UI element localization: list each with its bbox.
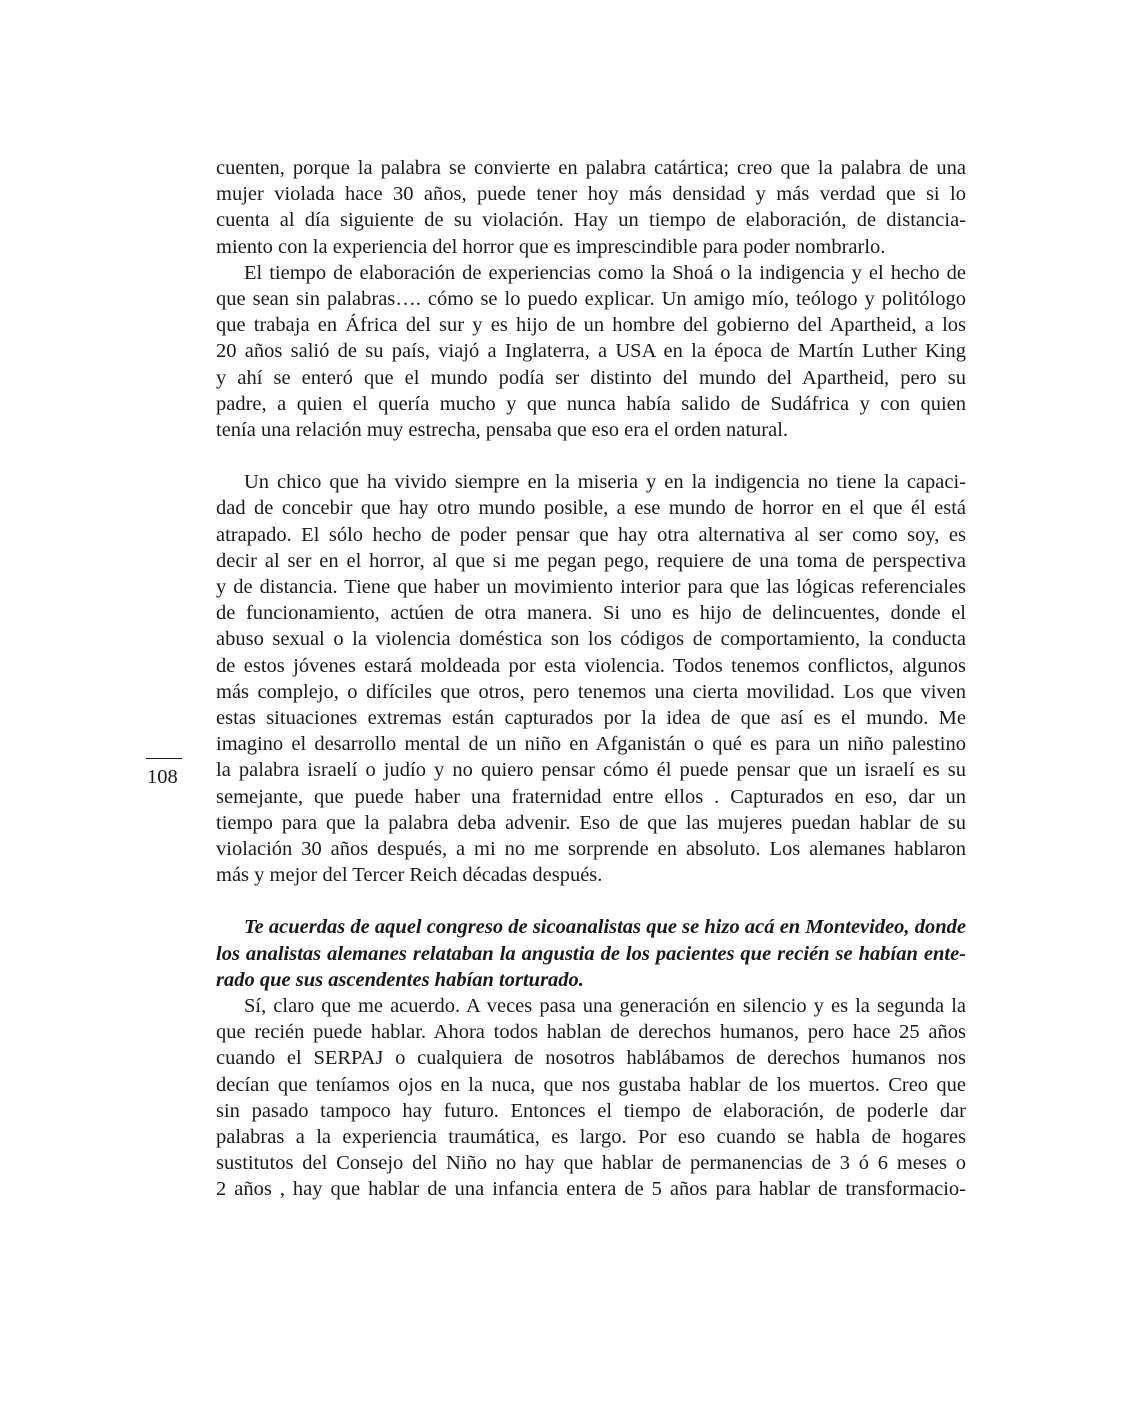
paragraph	[216, 260, 966, 443]
paragraph-gap	[216, 888, 966, 914]
text-line: abuso sexual o la violencia doméstica son los códigos de comportamiento, la conducta	[216, 628, 966, 651]
text-line: y de distancia. Tiene que haber un movimiento interior para que las lógicas referenciales	[216, 576, 966, 598]
paragraph	[216, 469, 966, 888]
text-line: rado que sus ascendentes habían torturado.	[216, 968, 584, 991]
text-line: cuenten, porque la palabra se convierte en palabra catártica; creo que la palabra de una	[216, 157, 966, 179]
text-line: Te acuerdas de aquel congreso de sicoanalistas que se hizo acá en Montevideo, donde	[244, 916, 966, 939]
text-line: la palabra israelí o judío y no quiero pensar cómo él puede pensar que un israelí es su	[216, 759, 966, 782]
text-line: más y mejor del Tercer Reich décadas después.	[216, 864, 603, 887]
text-line: sin pasado tampoco hay futuro. Entonces el tiempo de elaboración, de poderle dar	[216, 1099, 966, 1122]
text-line: sustitutos del Consejo del Niño no hay que hablar de permanencias de 3 ó 6 meses o	[216, 1152, 966, 1175]
text-line: dad de concebir que hay otro mundo posible, a ese mundo de horror en el que él está	[216, 497, 966, 520]
text-line: tenía una relación muy estrecha, pensaba que eso era el orden natural.	[216, 418, 789, 441]
text-line: imagino el desarrollo mental de un niño en Afganistán o qué es para un niño palestino	[216, 733, 966, 756]
text-line: palabras a la experiencia traumática, es largo. Por eso cuando se habla de hogares	[216, 1125, 966, 1148]
text-line: tiempo para que la palabra deba advenir. Eso de que las mujeres puedan hablar de su	[216, 811, 966, 834]
text-line: 2 años , hay que hablar de una infancia entera de 5 años para hablar de transformacio-	[216, 1178, 966, 1201]
interview-question	[216, 914, 966, 993]
paragraph	[216, 155, 966, 260]
text-line: miento con la experiencia del horror que es imprescindible para poder nombrarlo.	[216, 235, 886, 258]
text-line: cuando el SERPAJ o cualquiera de nosotros hablábamos de derechos humanos nos	[216, 1047, 966, 1070]
text-line: y ahí se enteró que el mundo podía ser distinto del mundo del Apartheid, pero su	[216, 366, 966, 389]
text-line: más complejo, o difíciles que otros, pero tenemos una cierta movilidad. Los que viven	[216, 680, 966, 703]
text-line: de funcionamiento, actúen de otra manera. Si uno es hijo de delincuentes, donde el	[216, 602, 966, 625]
page-number-rule	[146, 758, 182, 759]
text-line: El tiempo de elaboración de experiencias como la Shoá o la indigencia y el hecho de	[244, 261, 966, 284]
paragraph	[216, 993, 966, 1203]
paragraph-gap	[216, 443, 966, 469]
text-line: estas situaciones extremas están capturados por la idea de que así es el mundo. Me	[216, 706, 966, 729]
text-line: decían que teníamos ojos en la nuca, que nos gustaba hablar de los muertos. Creo que	[216, 1073, 966, 1096]
text-line: Un chico que ha vivido siempre en la miseria y en la indigencia no tiene la capaci-	[244, 471, 966, 494]
text-line: cuenta al día siguiente de su violación. Hay un tiempo de elaboración, de distancia-	[216, 209, 966, 232]
text-line: padre, a quien el quería mucho y que nunca había salido de Sudáfrica y con quien	[216, 392, 966, 415]
text-line: de estos jóvenes estará moldeada por esta violencia. Todos tenemos conflictos, algunos	[216, 654, 966, 677]
text-line: Sí, claro que me acuerdo. A veces pasa una generación en silencio y es la segunda la	[244, 995, 966, 1017]
text-line: que recién puede hablar. Ahora todos hablan de derechos humanos, pero hace 25 años	[216, 1021, 966, 1044]
body-text	[216, 155, 966, 1203]
text-line: atrapado. El sólo hecho de poder pensar que hay otra alternativa al ser como soy, es	[216, 523, 966, 546]
text-line: los analistas alemanes relataban la angustia de los pacientes que recién se habían ente-	[216, 942, 966, 965]
text-line: que sean sin palabras…. cómo se lo puedo explicar. Un amigo mío, teólogo y politólogo	[216, 287, 966, 310]
text-line: semejante, que puede haber una fraternidad entre ellos . Capturados en eso, dar un	[216, 785, 966, 808]
page-number: 108	[147, 766, 178, 788]
text-line: que trabaja en África del sur y es hijo de un hombre del gobierno del Apartheid, a los	[216, 314, 966, 337]
text-line: mujer violada hace 30 años, puede tener hoy más densidad y más verdad que si lo	[216, 183, 966, 206]
text-line: violación 30 años después, a mi no me sorprende en absoluto. Los alemanes hablaron	[216, 837, 966, 860]
text-line: 20 años salió de su país, viajó a Inglaterra, a USA en la época de Martín Luther King	[216, 340, 966, 363]
text-line: decir al ser en el horror, al que si me pegan pego, requiere de una toma de perspectiva	[216, 549, 966, 572]
